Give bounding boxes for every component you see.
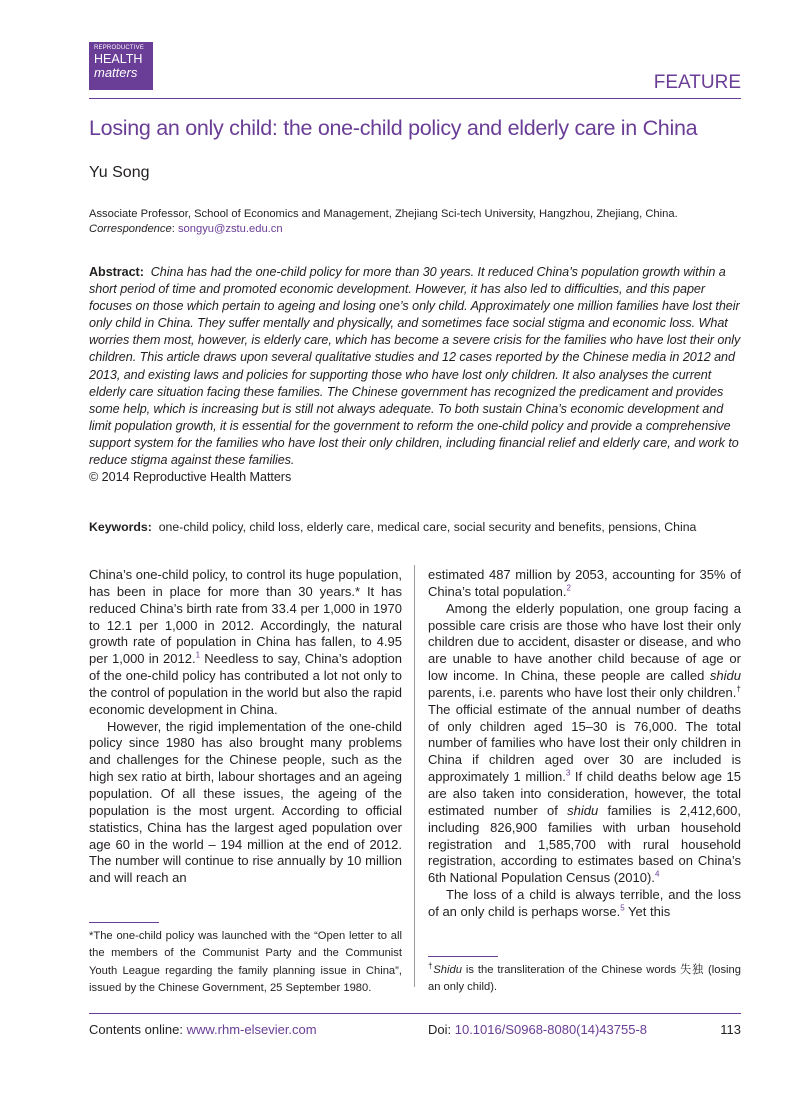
italic-term: shidu (709, 668, 741, 684)
journal-logo (89, 42, 153, 90)
doi-link[interactable]: 10.1016/S0968-8080(14)43755-8 (454, 1022, 648, 1037)
paragraph-text: Among the elderly population, one group facing a possible care crisis are those who have lost their only children due to accident, disaster or disease, and who are unable to have another child because of age or low income. In China, these people are called (428, 600, 741, 684)
paragraph-text: estimated 487 million by 2053, accounting for 35% of China’s total population. (428, 567, 741, 599)
article-title: Losing an only child: the one-child policy and elderly care in China (89, 116, 698, 140)
paragraph-text: China’s one-child policy, to control its huge population, has been in place for more than 30 years.* It has reduced China’s birth rate from 33.4 per 1,000 in 1970 to 12.1 per 1,000 in 2012. Accordingly, the natural growth rate of population in China has fallen, to 4.95 per 1,000 in 2012. (89, 567, 402, 667)
body-column-right (428, 567, 741, 921)
paragraph (89, 567, 402, 719)
footnote-mark: † (428, 961, 434, 971)
footer-rule (89, 1013, 741, 1014)
paragraph (428, 887, 741, 921)
keywords-line (89, 520, 696, 534)
footnote-rule (428, 956, 498, 957)
affiliation-text: Associate Professor, School of Economics and Management, Zhejiang Sci-tech University, Hangzhou, Zhejiang, China. (89, 208, 678, 220)
paragraph-text: The official estimate of the annual number of deaths of only children aged 15–30 is 76,000. The total number of families who have lost their only children in China if children aged over 30 are included is approximately 1 million. (428, 701, 741, 785)
section-label: FEATURE (653, 72, 741, 93)
paragraph-text: parents, i.e. parents who have lost their only children. (428, 684, 737, 700)
paragraph (428, 601, 741, 887)
paragraph-text: Yet this (624, 903, 671, 919)
header-rule (89, 98, 741, 99)
doi-label: Doi: (428, 1022, 455, 1037)
paragraph (428, 567, 741, 601)
contents-label: Contents online: (89, 1022, 187, 1037)
footnote-mark[interactable]: † (736, 684, 741, 694)
correspondence-email-link[interactable]: songyu@zstu.edu.cn (177, 222, 283, 235)
footnote-dagger (428, 962, 741, 997)
abstract-text: China has had the one-child policy for more than 30 years. It reduced China’s population growth within a short period of time and promoted economic development. However, it has also led to difficulties, and this paper focuses on those which pertain to ageing and losing one’s only child. Approximately one million families have lost their only child in China. They suffer mentally and physically, and sometimes face social stigma and economic loss. What worries them most, however, is elderly care, which has become a severe crisis for the families who have lost their only children. This article draws upon several qualitative studies and 12 cases reported by the Chinese media in 2012 and 2013, and existing laws and policies for supporting those who have lost only children. It also analyses the current elderly care situation facing these families. The Chinese government has recognized the predicament and provides some help, which is increasing but is still not always adequate. To both sustain China’s economic development and limit population growth, it is essential for the government to reform the one-child policy and provide a comprehensive support system for the families who have lost their only children, including financial relief and elderly care, and work to reduce stigma against these families. (89, 265, 741, 468)
author-name: Yu Song (89, 164, 150, 181)
correspondence-sep: : (171, 222, 178, 235)
contents-link[interactable]: www.rhm-elsevier.com (186, 1022, 317, 1037)
affiliation-block (89, 207, 678, 236)
page-number: 113 (720, 1022, 741, 1037)
chinese-words: 失独 (680, 964, 705, 976)
footnote-rule (89, 922, 159, 923)
logo-line-2: HEALTH (94, 52, 143, 66)
column-divider (414, 565, 415, 987)
paragraph: However, the rigid implementation of the one-child policy since 1980 has also brought many problems and challenges for the Chinese people, such as the high sex ratio at birth, labour shortages and an ageing population. Of all these issues, the ageing of the population is the most urgent. According to official statistics, China has the largest aged population over age 60 in the world – 194 million at the end of 2012. The number will continue to rise annually by 10 million and will reach an (89, 718, 402, 886)
abstract-block (89, 264, 741, 486)
logo-line-3: matters (94, 65, 138, 80)
footnote-text: is the transliteration of the Chinese words (461, 964, 681, 976)
logo-line-1: REPRODUCTIVE (94, 45, 145, 51)
footer-doi (428, 1022, 647, 1037)
italic-term: shidu (567, 802, 599, 818)
citation-link[interactable]: 1 (195, 650, 201, 660)
paragraph-text: Needless to say, China’s adoption of the one-child policy has contributed a lot not only to the control of population in the world but also the rapid economic development in China. (89, 651, 402, 717)
footnote-star: *The one-child policy was launched with the “Open letter to all the members of the Communist Party and the Communist Youth League regarding the family planning issue in China”, issued by the Chinese Government, 25 September 1980. (89, 930, 402, 994)
keywords-text: one-child policy, child loss, elderly care, medical care, social security and benefits, pensions, China (158, 520, 697, 534)
abstract-label: Abstract: (89, 265, 144, 279)
italic-term: Shidu (433, 964, 462, 976)
footnote-text: (losing an only child). (428, 964, 741, 994)
paragraph-text: The loss of a child is always terrible, and the loss of an only child is perhaps worse. (428, 887, 741, 919)
footer-contents (89, 1022, 317, 1037)
citation-link[interactable]: 4 (654, 869, 660, 879)
citation-link[interactable]: 2 (566, 583, 571, 593)
keywords-label: Keywords: (89, 520, 152, 534)
correspondence-label: Correspondence (89, 222, 172, 235)
paragraph-text: families is 2,412,600, including 826,900 families with urban household registration and 1,585,700 with rural household registration, according to estimates based on China’s 6th National Population Census (2010). (428, 802, 742, 886)
citation-link[interactable]: 3 (565, 768, 571, 778)
citation-link[interactable]: 5 (620, 903, 625, 913)
abstract-copyright: © 2014 Reproductive Health Matters (89, 470, 292, 485)
correspondence-line (89, 222, 678, 237)
body-column-left (89, 567, 402, 887)
paragraph-text: If child deaths below age 15 are also taken into consideration, however, the total estimated number of (428, 769, 742, 818)
